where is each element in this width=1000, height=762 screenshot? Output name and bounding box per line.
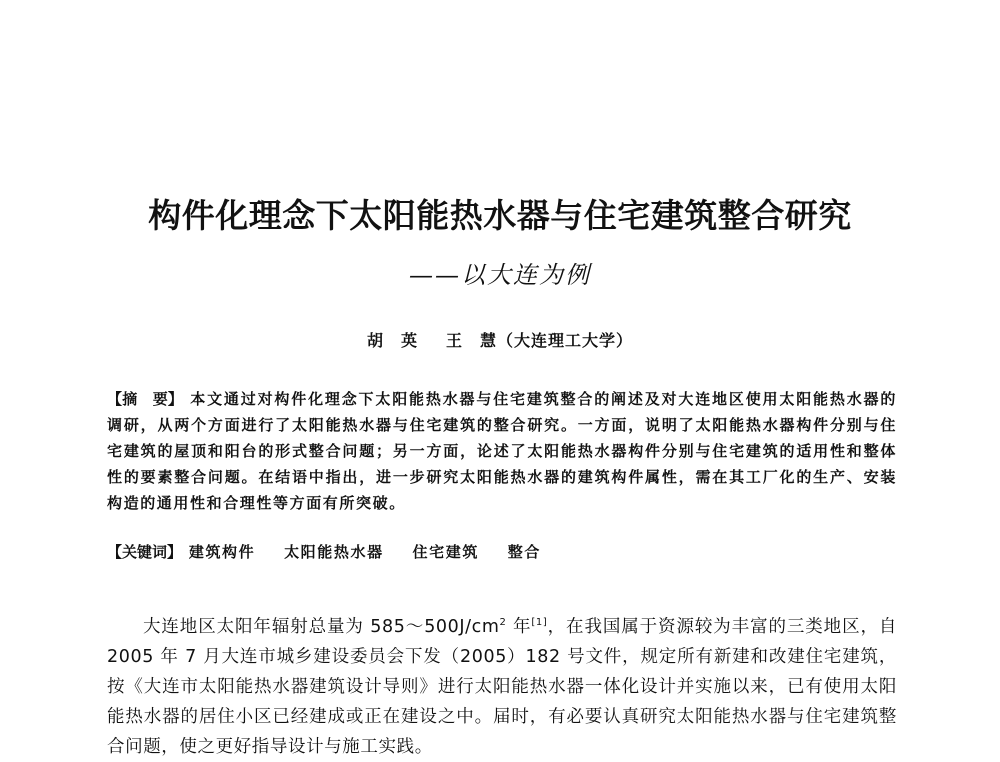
body-text-part: ，在我国属于资源较为丰富的三类地区，自 2005 年 7 月大连市城乡建设委员会下发（2005）182 号文件，规定所有新建和改建住宅建筑，按《大连市太阳能热水器建筑设计导则》进行太阳能热水器一体化设计并实施以来，已有使用太阳能热水器的居住小区已经建成或正在建设之中。届时，有必要认真研究太阳能热水器与住宅建筑整合问题，使之更好指导设计与施工实践。 — [107, 616, 897, 757]
keyword: 整合 — [507, 543, 541, 561]
unit-superscript: 2 — [499, 616, 507, 628]
author-2: 王 慧（大连理工大学） — [446, 331, 634, 350]
keywords-label: 【关键词】 — [107, 543, 183, 561]
abstract-label: 【摘 要】 — [107, 390, 184, 408]
body-text-part: 大连地区太阳年辐射总量为 585～500J/cm — [143, 616, 500, 637]
abstract-text: 本文通过对构件化理念下太阳能热水器与住宅建筑整合的阐述及对大连地区使用太阳能热水器的调研，从两个方面进行了太阳能热水器与住宅建筑的整合研究。一方面，说明了太阳能热水器构件分别与住宅建筑的屋顶和阳台的形式整合问题；另一方面，论述了太阳能热水器构件分别与住宅建筑的适用性和整体性的要素整合问题。在结语中指出，进一步研究太阳能热水器的建筑构件属性，需在其工厂化的生产、安装构造的通用性和合理性等方面有所突破。 — [107, 390, 897, 512]
citation-ref[interactable]: [1] — [531, 616, 548, 628]
abstract — [107, 386, 897, 516]
keyword: 建筑构件 — [188, 543, 256, 561]
author-1: 胡 英 — [366, 331, 418, 350]
keywords — [107, 539, 897, 565]
keyword: 住宅建筑 — [412, 543, 479, 561]
paper-subtitle: ——以大连为例 — [409, 261, 591, 289]
body-text-part: 年 — [506, 616, 532, 637]
paper-title: 构件化理念下太阳能热水器与住宅建筑整合研究 — [148, 196, 852, 235]
body-paragraph — [107, 612, 897, 762]
keyword: 太阳能热水器 — [284, 543, 384, 561]
author-line — [0, 328, 1000, 351]
